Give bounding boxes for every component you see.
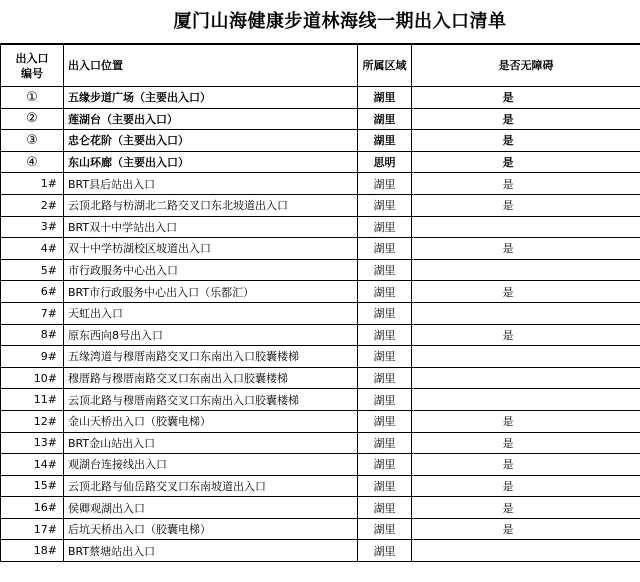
cell-number[interactable]: 11# — [1, 389, 64, 411]
cell-area[interactable]: 思明 — [358, 151, 412, 173]
cell-number[interactable]: 4# — [1, 238, 64, 260]
cell-location[interactable]: BRT市行政服务中心出入口（乐都汇） — [64, 281, 358, 303]
table-row — [1, 475, 640, 497]
header-number[interactable] — [1, 45, 64, 87]
table-row — [1, 389, 640, 411]
entrance-table — [0, 44, 640, 562]
cell-number[interactable]: 3# — [1, 216, 64, 238]
table-row — [1, 216, 640, 238]
table-row — [1, 367, 640, 389]
cell-number[interactable]: ② — [1, 108, 64, 130]
cell-number[interactable]: ④ — [1, 151, 64, 173]
header-accessible[interactable]: 是否无障碍 — [412, 45, 640, 87]
cell-number[interactable]: 14# — [1, 454, 64, 476]
cell-accessible[interactable]: 是 — [412, 432, 640, 454]
cell-number[interactable]: 1# — [1, 173, 64, 195]
table-row — [1, 497, 640, 519]
cell-area[interactable]: 湖里 — [358, 281, 412, 303]
cell-number[interactable]: 10# — [1, 367, 64, 389]
cell-location[interactable]: 原东西向8号出入口 — [64, 324, 358, 346]
cell-location[interactable]: BRT县后站出入口 — [64, 173, 358, 195]
table-body — [1, 87, 640, 562]
table-row — [1, 410, 640, 432]
table-row — [1, 324, 640, 346]
cell-area[interactable]: 湖里 — [358, 87, 412, 109]
table-row — [1, 281, 640, 303]
cell-location[interactable]: 云顶北路与穆厝南路交叉口东南出入口胶囊楼梯 — [64, 389, 358, 411]
cell-location[interactable]: 五缘步道广场（主要出入口） — [64, 87, 358, 109]
cell-location[interactable]: 东山环廊（主要出入口） — [64, 151, 358, 173]
cell-accessible[interactable]: 是 — [412, 324, 640, 346]
cell-location[interactable]: BRT金山站出入口 — [64, 432, 358, 454]
cell-number[interactable]: 5# — [1, 259, 64, 281]
cell-location[interactable]: 金山天桥出入口（胶囊电梯） — [64, 410, 358, 432]
cell-number[interactable]: 7# — [1, 302, 64, 324]
cell-accessible[interactable]: 是 — [412, 518, 640, 540]
cell-area[interactable]: 湖里 — [358, 238, 412, 260]
cell-location[interactable]: 侯卿观湖出入口 — [64, 497, 358, 519]
cell-accessible[interactable] — [412, 389, 640, 411]
cell-location[interactable]: 穆厝路与穆厝南路交叉口东南出入口胶囊楼梯 — [64, 367, 358, 389]
header-area[interactable]: 所属区域 — [358, 45, 412, 87]
cell-accessible[interactable] — [412, 302, 640, 324]
cell-accessible[interactable] — [412, 259, 640, 281]
cell-location[interactable]: 观湖台连接线出入口 — [64, 454, 358, 476]
table-row — [1, 238, 640, 260]
cell-location[interactable]: 天虹出入口 — [64, 302, 358, 324]
cell-accessible[interactable]: 是 — [412, 194, 640, 216]
cell-area[interactable]: 湖里 — [358, 259, 412, 281]
cell-accessible[interactable] — [412, 367, 640, 389]
cell-number[interactable]: 12# — [1, 410, 64, 432]
cell-location[interactable]: 后坑天桥出入口（胶囊电梯） — [64, 518, 358, 540]
cell-area[interactable]: 湖里 — [358, 454, 412, 476]
cell-number[interactable]: 18# — [1, 540, 64, 562]
cell-area[interactable]: 湖里 — [358, 194, 412, 216]
cell-area[interactable]: 湖里 — [358, 173, 412, 195]
cell-accessible[interactable]: 是 — [412, 151, 640, 173]
cell-number[interactable]: ③ — [1, 130, 64, 152]
cell-accessible[interactable]: 是 — [412, 475, 640, 497]
header-location[interactable]: 出入口位置 — [64, 45, 358, 87]
table-row — [1, 151, 640, 173]
table-row — [1, 87, 640, 109]
cell-location[interactable]: 忠仑花阶（主要出入口） — [64, 130, 358, 152]
cell-accessible[interactable] — [412, 216, 640, 238]
cell-location[interactable]: 莲湖台（主要出入口） — [64, 108, 358, 130]
cell-area[interactable]: 湖里 — [358, 346, 412, 368]
cell-area[interactable]: 湖里 — [358, 108, 412, 130]
cell-number[interactable]: 17# — [1, 518, 64, 540]
table-row — [1, 518, 640, 540]
cell-area[interactable]: 湖里 — [358, 389, 412, 411]
table-row — [1, 432, 640, 454]
cell-number[interactable]: 9# — [1, 346, 64, 368]
cell-number[interactable]: 13# — [1, 432, 64, 454]
cell-area[interactable]: 湖里 — [358, 540, 412, 562]
cell-accessible[interactable] — [412, 346, 640, 368]
cell-accessible[interactable] — [412, 540, 640, 562]
table-row — [1, 302, 640, 324]
header-number-line1: 出入口 — [15, 51, 49, 65]
table-row — [1, 346, 640, 368]
cell-accessible[interactable]: 是 — [412, 87, 640, 109]
cell-number[interactable]: ① — [1, 87, 64, 109]
cell-area[interactable]: 湖里 — [358, 497, 412, 519]
cell-area[interactable]: 湖里 — [358, 216, 412, 238]
cell-accessible[interactable]: 是 — [412, 410, 640, 432]
cell-area[interactable]: 湖里 — [358, 324, 412, 346]
cell-location[interactable]: BRT双十中学站出入口 — [64, 216, 358, 238]
cell-location[interactable]: 市行政服务中心出入口 — [64, 259, 358, 281]
cell-accessible[interactable]: 是 — [412, 108, 640, 130]
cell-area[interactable]: 湖里 — [358, 518, 412, 540]
table-row — [1, 130, 640, 152]
cell-area[interactable]: 湖里 — [358, 367, 412, 389]
header-row — [1, 45, 640, 87]
header-number-line2: 编号 — [21, 66, 43, 80]
cell-accessible[interactable]: 是 — [412, 454, 640, 476]
cell-number[interactable]: 8# — [1, 324, 64, 346]
table-row — [1, 454, 640, 476]
cell-accessible[interactable]: 是 — [412, 281, 640, 303]
cell-area[interactable]: 湖里 — [358, 432, 412, 454]
table-row — [1, 108, 640, 130]
sheet-title: 厦门山海健康步道林海线一期出入口清单 — [0, 0, 640, 44]
table-row — [1, 173, 640, 195]
cell-location[interactable]: 云顶北路与枋湖北二路交叉口东北坡道出入口 — [64, 194, 358, 216]
cell-number[interactable]: 15# — [1, 475, 64, 497]
cell-area[interactable]: 湖里 — [358, 130, 412, 152]
cell-location[interactable]: 双十中学枋湖校区坡道出入口 — [64, 238, 358, 260]
cell-area[interactable]: 湖里 — [358, 475, 412, 497]
cell-accessible[interactable]: 是 — [412, 238, 640, 260]
cell-location[interactable]: 云顶北路与仙岳路交叉口东南坡道出入口 — [64, 475, 358, 497]
cell-accessible[interactable]: 是 — [412, 497, 640, 519]
table-row — [1, 540, 640, 562]
cell-location[interactable]: BRT蔡塘站出入口 — [64, 540, 358, 562]
cell-area[interactable]: 湖里 — [358, 410, 412, 432]
cell-number[interactable]: 6# — [1, 281, 64, 303]
cell-location[interactable]: 五缘湾道与穆厝南路交叉口东南出入口胶囊楼梯 — [64, 346, 358, 368]
cell-number[interactable]: 2# — [1, 194, 64, 216]
cell-number[interactable]: 16# — [1, 497, 64, 519]
cell-accessible[interactable]: 是 — [412, 173, 640, 195]
table-row — [1, 259, 640, 281]
cell-accessible[interactable]: 是 — [412, 130, 640, 152]
table-row — [1, 194, 640, 216]
cell-area[interactable]: 湖里 — [358, 302, 412, 324]
